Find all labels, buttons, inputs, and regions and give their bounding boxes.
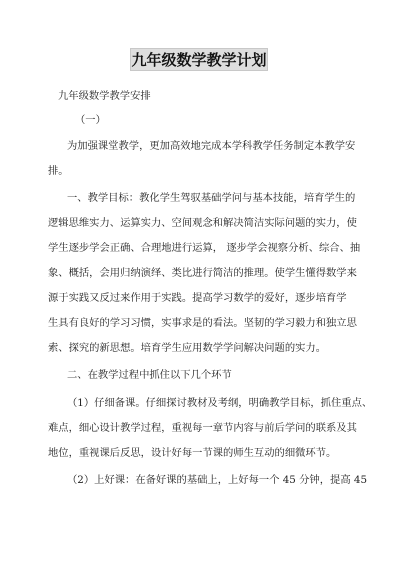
section-marker: （一） — [75, 114, 106, 126]
paragraph-line: 源于实践又反过来作用于实践。提高学习数学的爱好，逐步培育学 — [48, 292, 347, 304]
paragraph-line: （1）仔细备课。仔细探讨教材及考纲，明确教学目标，抓住重点、 — [67, 397, 373, 409]
paragraph-line: 逻辑思维实力、运算实力、空间观念和解决简洁实际问题的实力，使 — [48, 217, 357, 229]
paragraph-line: 为加强课堂教学，更加高效地完成本学科教学任务制定本教学安 — [67, 140, 356, 152]
section-heading: 二、在教学过程中抓住以下几个环节 — [67, 369, 232, 381]
paragraph-line: 难点，细心设计教学过程，重视每一章节内容与前后学问的联系及其 — [48, 422, 357, 434]
paragraph-line: 象、概括，会用归纳演绎、类比进行简洁的推理。使学生懂得数学来 — [48, 267, 357, 279]
paragraph-line: 地位，重视课后反思，设计好每一节课的师生互动的细微环节。 — [48, 447, 337, 459]
paragraph-line: 排。 — [48, 165, 69, 177]
paragraph-line: （2）上好课：在备好课的基础上，上好每一个 45 分钟，提高 45 — [67, 474, 367, 486]
paragraph-line: 一、教学目标：教化学生驾驭基础学问与基本技能，培育学生的 — [67, 192, 356, 204]
paragraph-line: 生具有良好的学习习惯，实事求是的看法。坚韧的学习毅力和独立思 — [48, 317, 357, 329]
document-subtitle: 九年级数学教学安排 — [58, 90, 151, 102]
paragraph-line: 索、探究的新思想。培育学生应用数学学问解决问题的实力。 — [48, 342, 327, 354]
paragraph-line: 学生逐步学会正确、合理地进行运算， 逐步学会视察分析、综合、抽 — [48, 242, 361, 254]
document-title: 九年级数学教学计划 — [131, 51, 267, 69]
